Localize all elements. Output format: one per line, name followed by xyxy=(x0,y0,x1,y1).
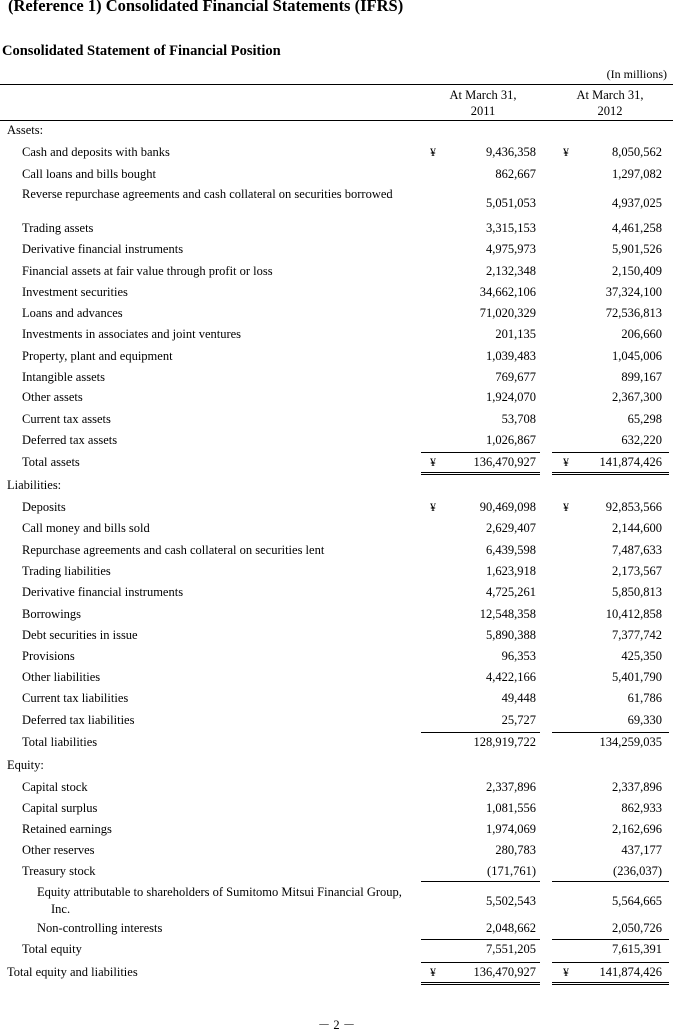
value-2012: 37,324,100 xyxy=(605,285,662,299)
value-2011: 4,725,261 xyxy=(486,585,536,599)
value-2012: 69,330 xyxy=(627,713,662,727)
row-label: Capital stock xyxy=(22,780,88,794)
subtotal-rule xyxy=(421,939,540,940)
total-double-rule xyxy=(552,982,669,985)
row-label: Borrowings xyxy=(22,607,82,621)
value-2011: 1,924,070 xyxy=(486,390,536,404)
yen-symbol: ¥ xyxy=(563,145,569,159)
header-bottom-rule xyxy=(0,120,673,121)
value-2011: 6,439,598 xyxy=(486,543,536,557)
row-label: Reverse repurchase agreements and cash collateral on securities borrowed xyxy=(22,187,393,201)
value-2012: 5,401,790 xyxy=(612,670,662,684)
row-label: Total assets xyxy=(22,455,80,469)
row-label: Loans and advances xyxy=(22,306,123,320)
value-2012: (236,037) xyxy=(613,864,662,878)
value-2011: 12,548,358 xyxy=(479,607,536,621)
row-label: Debt securities in issue xyxy=(22,628,138,642)
yen-symbol: ¥ xyxy=(430,500,436,514)
row-label: Cash and deposits with banks xyxy=(22,145,170,159)
row-label: Intangible assets xyxy=(22,370,105,384)
yen-symbol: ¥ xyxy=(430,965,436,979)
subtotal-rule xyxy=(421,962,540,963)
subtotal-rule xyxy=(552,939,669,940)
value-2011: 1,081,556 xyxy=(486,801,536,815)
value-2012: 2,173,567 xyxy=(612,564,662,578)
value-2011: 201,135 xyxy=(495,327,536,341)
subtotal-rule xyxy=(421,732,540,733)
value-2011: (171,761) xyxy=(487,864,536,878)
row-label: Trading assets xyxy=(22,221,94,235)
row-label: Deferred tax liabilities xyxy=(22,713,135,727)
value-2011: 7,551,205 xyxy=(486,942,536,956)
row-label: Provisions xyxy=(22,649,75,663)
value-2011: 5,890,388 xyxy=(486,628,536,642)
column-header-2012: At March 31, 2012 xyxy=(576,88,644,118)
row-label: Trading liabilities xyxy=(22,564,111,578)
row-label: Total equity xyxy=(22,942,82,956)
value-2012: 5,901,526 xyxy=(612,242,662,256)
row-label: Non-controlling interests xyxy=(37,921,163,935)
row-label: Investments in associates and joint ventures xyxy=(22,327,242,341)
value-2012: 425,350 xyxy=(621,649,662,663)
value-2012: 92,853,566 xyxy=(605,500,662,514)
value-2012: 1,297,082 xyxy=(612,167,662,181)
subtotal-rule xyxy=(552,732,669,733)
value-2011: 71,020,329 xyxy=(479,306,536,320)
page-title: (Reference 1) Consolidated Financial Statements (IFRS) xyxy=(8,0,404,15)
subtotal-rule xyxy=(552,452,669,453)
value-2012: 10,412,858 xyxy=(605,607,662,621)
row-label: Investment securities xyxy=(22,285,128,299)
value-2011: 25,727 xyxy=(501,713,536,727)
value-2011: 2,629,407 xyxy=(486,521,536,535)
value-2012: 2,162,696 xyxy=(612,822,662,836)
value-2012: 437,177 xyxy=(621,843,662,857)
row-label: Retained earnings xyxy=(22,822,112,836)
value-2012: 899,167 xyxy=(621,370,662,384)
value-2012: 134,259,035 xyxy=(599,735,662,749)
value-2012: 61,786 xyxy=(627,691,662,705)
row-label: Deposits xyxy=(22,500,66,514)
value-2012: 5,564,665 xyxy=(612,894,662,908)
value-2011: 4,975,973 xyxy=(486,242,536,256)
value-2011: 9,436,358 xyxy=(486,145,536,159)
subtotal-rule xyxy=(552,962,669,963)
row-label: Derivative financial instruments xyxy=(22,585,184,599)
page-number: － 2 － xyxy=(317,1018,356,1032)
value-2011: 1,623,918 xyxy=(486,564,536,578)
value-2012: 862,933 xyxy=(621,801,662,815)
row-label: Equity: xyxy=(7,758,44,772)
value-2011: 136,470,927 xyxy=(473,455,536,469)
value-2012: 141,874,426 xyxy=(599,965,662,979)
value-2011: 2,337,896 xyxy=(486,780,536,794)
value-2011: 1,026,867 xyxy=(486,433,536,447)
value-2011: 2,048,662 xyxy=(486,921,536,935)
value-2011: 1,039,483 xyxy=(486,349,536,363)
column-header-2011: At March 31, 2011 xyxy=(449,88,517,118)
row-label: Call money and bills sold xyxy=(22,521,150,535)
value-2012: 65,298 xyxy=(627,412,662,426)
yen-symbol: ¥ xyxy=(430,145,436,159)
row-label: Current tax liabilities xyxy=(22,691,129,705)
row-label: Total equity and liabilities xyxy=(7,965,138,979)
subtotal-rule xyxy=(552,881,669,882)
value-2012: 2,150,409 xyxy=(612,264,662,278)
value-2012: 206,660 xyxy=(621,327,662,341)
value-2012: 1,045,006 xyxy=(612,349,662,363)
row-label: Liabilities: xyxy=(7,478,62,492)
row-label: Capital surplus xyxy=(22,801,98,815)
row-label: Call loans and bills bought xyxy=(22,167,157,181)
value-2012: 2,337,896 xyxy=(612,780,662,794)
value-2011: 5,051,053 xyxy=(486,196,536,210)
total-double-rule xyxy=(421,472,540,475)
value-2011: 53,708 xyxy=(501,412,536,426)
value-2011: 769,677 xyxy=(495,370,536,384)
header-top-rule xyxy=(0,84,673,85)
row-label: Equity attributable to shareholders of Sumitomo Mitsui Financial Group, Inc. xyxy=(37,885,402,916)
value-2011: 5,502,543 xyxy=(486,894,536,908)
total-double-rule xyxy=(421,982,540,985)
row-label: Property, plant and equipment xyxy=(22,349,173,363)
subtotal-rule xyxy=(421,881,540,882)
value-2011: 128,919,722 xyxy=(473,735,536,749)
yen-symbol: ¥ xyxy=(563,455,569,469)
yen-symbol: ¥ xyxy=(563,965,569,979)
value-2011: 90,469,098 xyxy=(479,500,536,514)
value-2012: 8,050,562 xyxy=(612,145,662,159)
row-label: Total liabilities xyxy=(22,735,98,749)
value-2012: 7,377,742 xyxy=(612,628,662,642)
row-label: Other liabilities xyxy=(22,670,101,684)
value-2011: 34,662,106 xyxy=(479,285,536,299)
value-2011: 4,422,166 xyxy=(486,670,536,684)
row-label: Repurchase agreements and cash collateral on securities lent xyxy=(22,543,325,557)
value-2012: 2,144,600 xyxy=(612,521,662,535)
value-2011: 862,667 xyxy=(495,167,536,181)
value-2012: 5,850,813 xyxy=(612,585,662,599)
value-2011: 280,783 xyxy=(495,843,536,857)
row-label: Treasury stock xyxy=(22,864,96,878)
yen-symbol: ¥ xyxy=(430,455,436,469)
value-2012: 632,220 xyxy=(621,433,662,447)
yen-symbol: ¥ xyxy=(563,500,569,514)
value-2012: 141,874,426 xyxy=(599,455,662,469)
value-2011: 2,132,348 xyxy=(486,264,536,278)
row-label: Deferred tax assets xyxy=(22,433,118,447)
row-label: Assets: xyxy=(7,123,44,137)
value-2011: 96,353 xyxy=(501,649,536,663)
value-2011: 49,448 xyxy=(501,691,536,705)
row-label: Other assets xyxy=(22,390,83,404)
value-2012: 4,937,025 xyxy=(612,196,662,210)
units-label: (In millions) xyxy=(606,67,667,81)
row-label: Current tax assets xyxy=(22,412,111,426)
value-2012: 2,050,726 xyxy=(612,921,662,935)
section-title: Consolidated Statement of Financial Position xyxy=(2,43,281,59)
row-label: Financial assets at fair value through profit or loss xyxy=(22,264,273,278)
value-2012: 2,367,300 xyxy=(612,390,662,404)
total-double-rule xyxy=(552,472,669,475)
value-2012: 72,536,813 xyxy=(605,306,662,320)
row-label: Derivative financial instruments xyxy=(22,242,184,256)
subtotal-rule xyxy=(421,452,540,453)
row-label: Other reserves xyxy=(22,843,95,857)
value-2012: 7,487,633 xyxy=(612,543,662,557)
value-2012: 4,461,258 xyxy=(612,221,662,235)
value-2012: 7,615,391 xyxy=(612,942,662,956)
value-2011: 136,470,927 xyxy=(473,965,536,979)
value-2011: 3,315,153 xyxy=(486,221,536,235)
value-2011: 1,974,069 xyxy=(486,822,536,836)
